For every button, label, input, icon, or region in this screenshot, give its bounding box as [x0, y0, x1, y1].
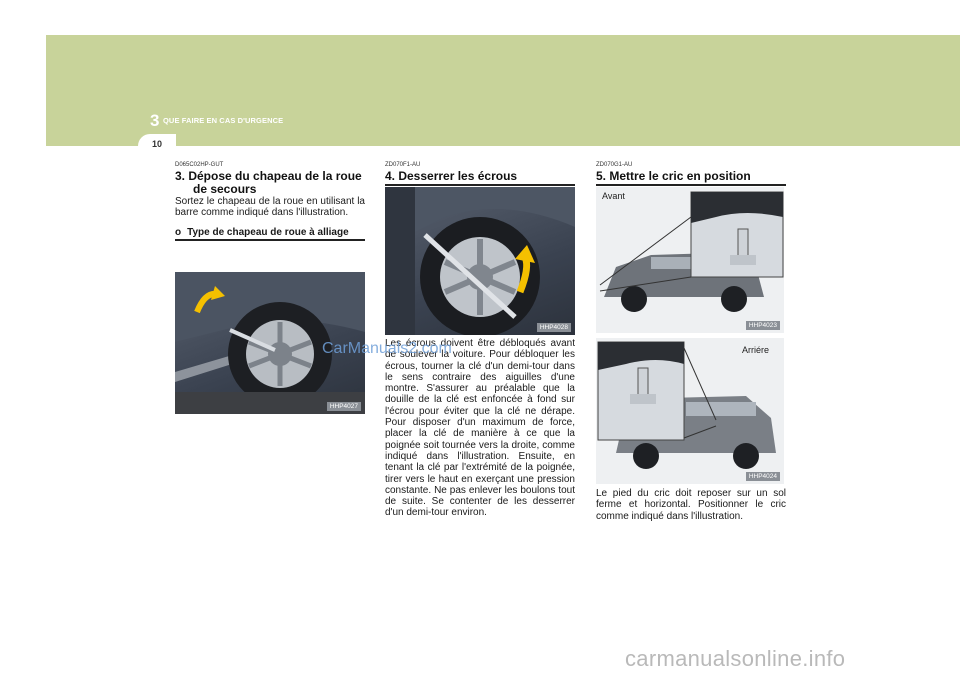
- page-number: 10: [152, 139, 163, 149]
- section-heading: 3. Dépose du chapeau de la roue: [175, 169, 362, 183]
- section-code: ZD070G1-AU: [596, 162, 633, 168]
- section-body: Le pied du cric doit reposer sur un sol ferme et horizontal. Positionner le cric comme indiqué dans l'illustration.: [596, 488, 786, 522]
- bullet-item: [175, 227, 365, 238]
- section-heading-continued: de secours: [193, 182, 257, 196]
- section-body: Sortez le chapeau de la roue en utilisant la barre comme indiqué dans l'illustration.: [175, 196, 365, 219]
- chapter-title: QUE FAIRE EN CAS D'URGENCE: [163, 116, 284, 125]
- section-position-jack: [596, 162, 786, 186]
- bullet-text: Type de chapeau de roue à alliage: [187, 226, 349, 238]
- loosen-nuts-drawing: [385, 187, 575, 335]
- section-heading: 4. Desserrer les écrous: [385, 169, 518, 183]
- chapter-number: 3: [150, 111, 160, 130]
- illustration-code: HHP4028: [537, 323, 571, 332]
- section-code: D065C02HP-GUT: [175, 162, 224, 168]
- loosen-nuts-text: [385, 338, 575, 519]
- watermark-carmanuals2: CarManuals2.com: [322, 340, 452, 357]
- jack-front-illustration: [596, 187, 784, 333]
- header-divider: [140, 146, 960, 158]
- loosen-nuts-illustration: [385, 187, 575, 335]
- bullet-underline: [175, 239, 365, 241]
- heading-underline: [385, 184, 575, 186]
- jack-rear-drawing: [596, 338, 784, 484]
- section-body: Les écrous doivent être débloqués avant de soulever la voiture. Pour débloquer les écrous, tourner la clé d'un demi-tour dans le sens contraire des aiguilles d'une montre. S'assurer au préalable que la douille de la clé est enfoncée à fond sur l'écrou pour éviter que la clé ne dérape. Pour disposer d'un maximum de force, placer la clé de manière à ce que la poignée soit tournée vers la droite, comme indiqué dans l'illustration. Ensuite, en tenant la clé par l'extrémité de la poignée, tirer vers le haut en exerçant une pression constante. Ne pas enlever les boulons tout de suite. Se contenter de les desserrer d'un demi-tour environ.: [385, 338, 575, 519]
- section-code: ZD070F1-AU: [385, 162, 421, 168]
- jack-front-drawing: [596, 187, 784, 333]
- section-heading: 5. Mettre le cric en position: [596, 169, 751, 183]
- position-jack-text: [596, 488, 786, 522]
- illustration-code: HHP4027: [327, 402, 361, 411]
- front-caption: Avant: [602, 191, 625, 201]
- section-spare-wheel-cap: [175, 162, 365, 241]
- illustration-code: HHP4023: [746, 321, 780, 330]
- bullet-marker: o: [175, 226, 182, 238]
- heading-underline: [596, 184, 786, 186]
- illustration-code: HHP4024: [746, 472, 780, 481]
- chapter-header-band: [46, 35, 960, 146]
- rear-caption: Arriére: [742, 345, 770, 355]
- jack-rear-illustration: [596, 338, 784, 484]
- watermark-carmanualsonline: carmanualsonline.info: [625, 646, 846, 671]
- section-loosen-nuts: [385, 162, 575, 186]
